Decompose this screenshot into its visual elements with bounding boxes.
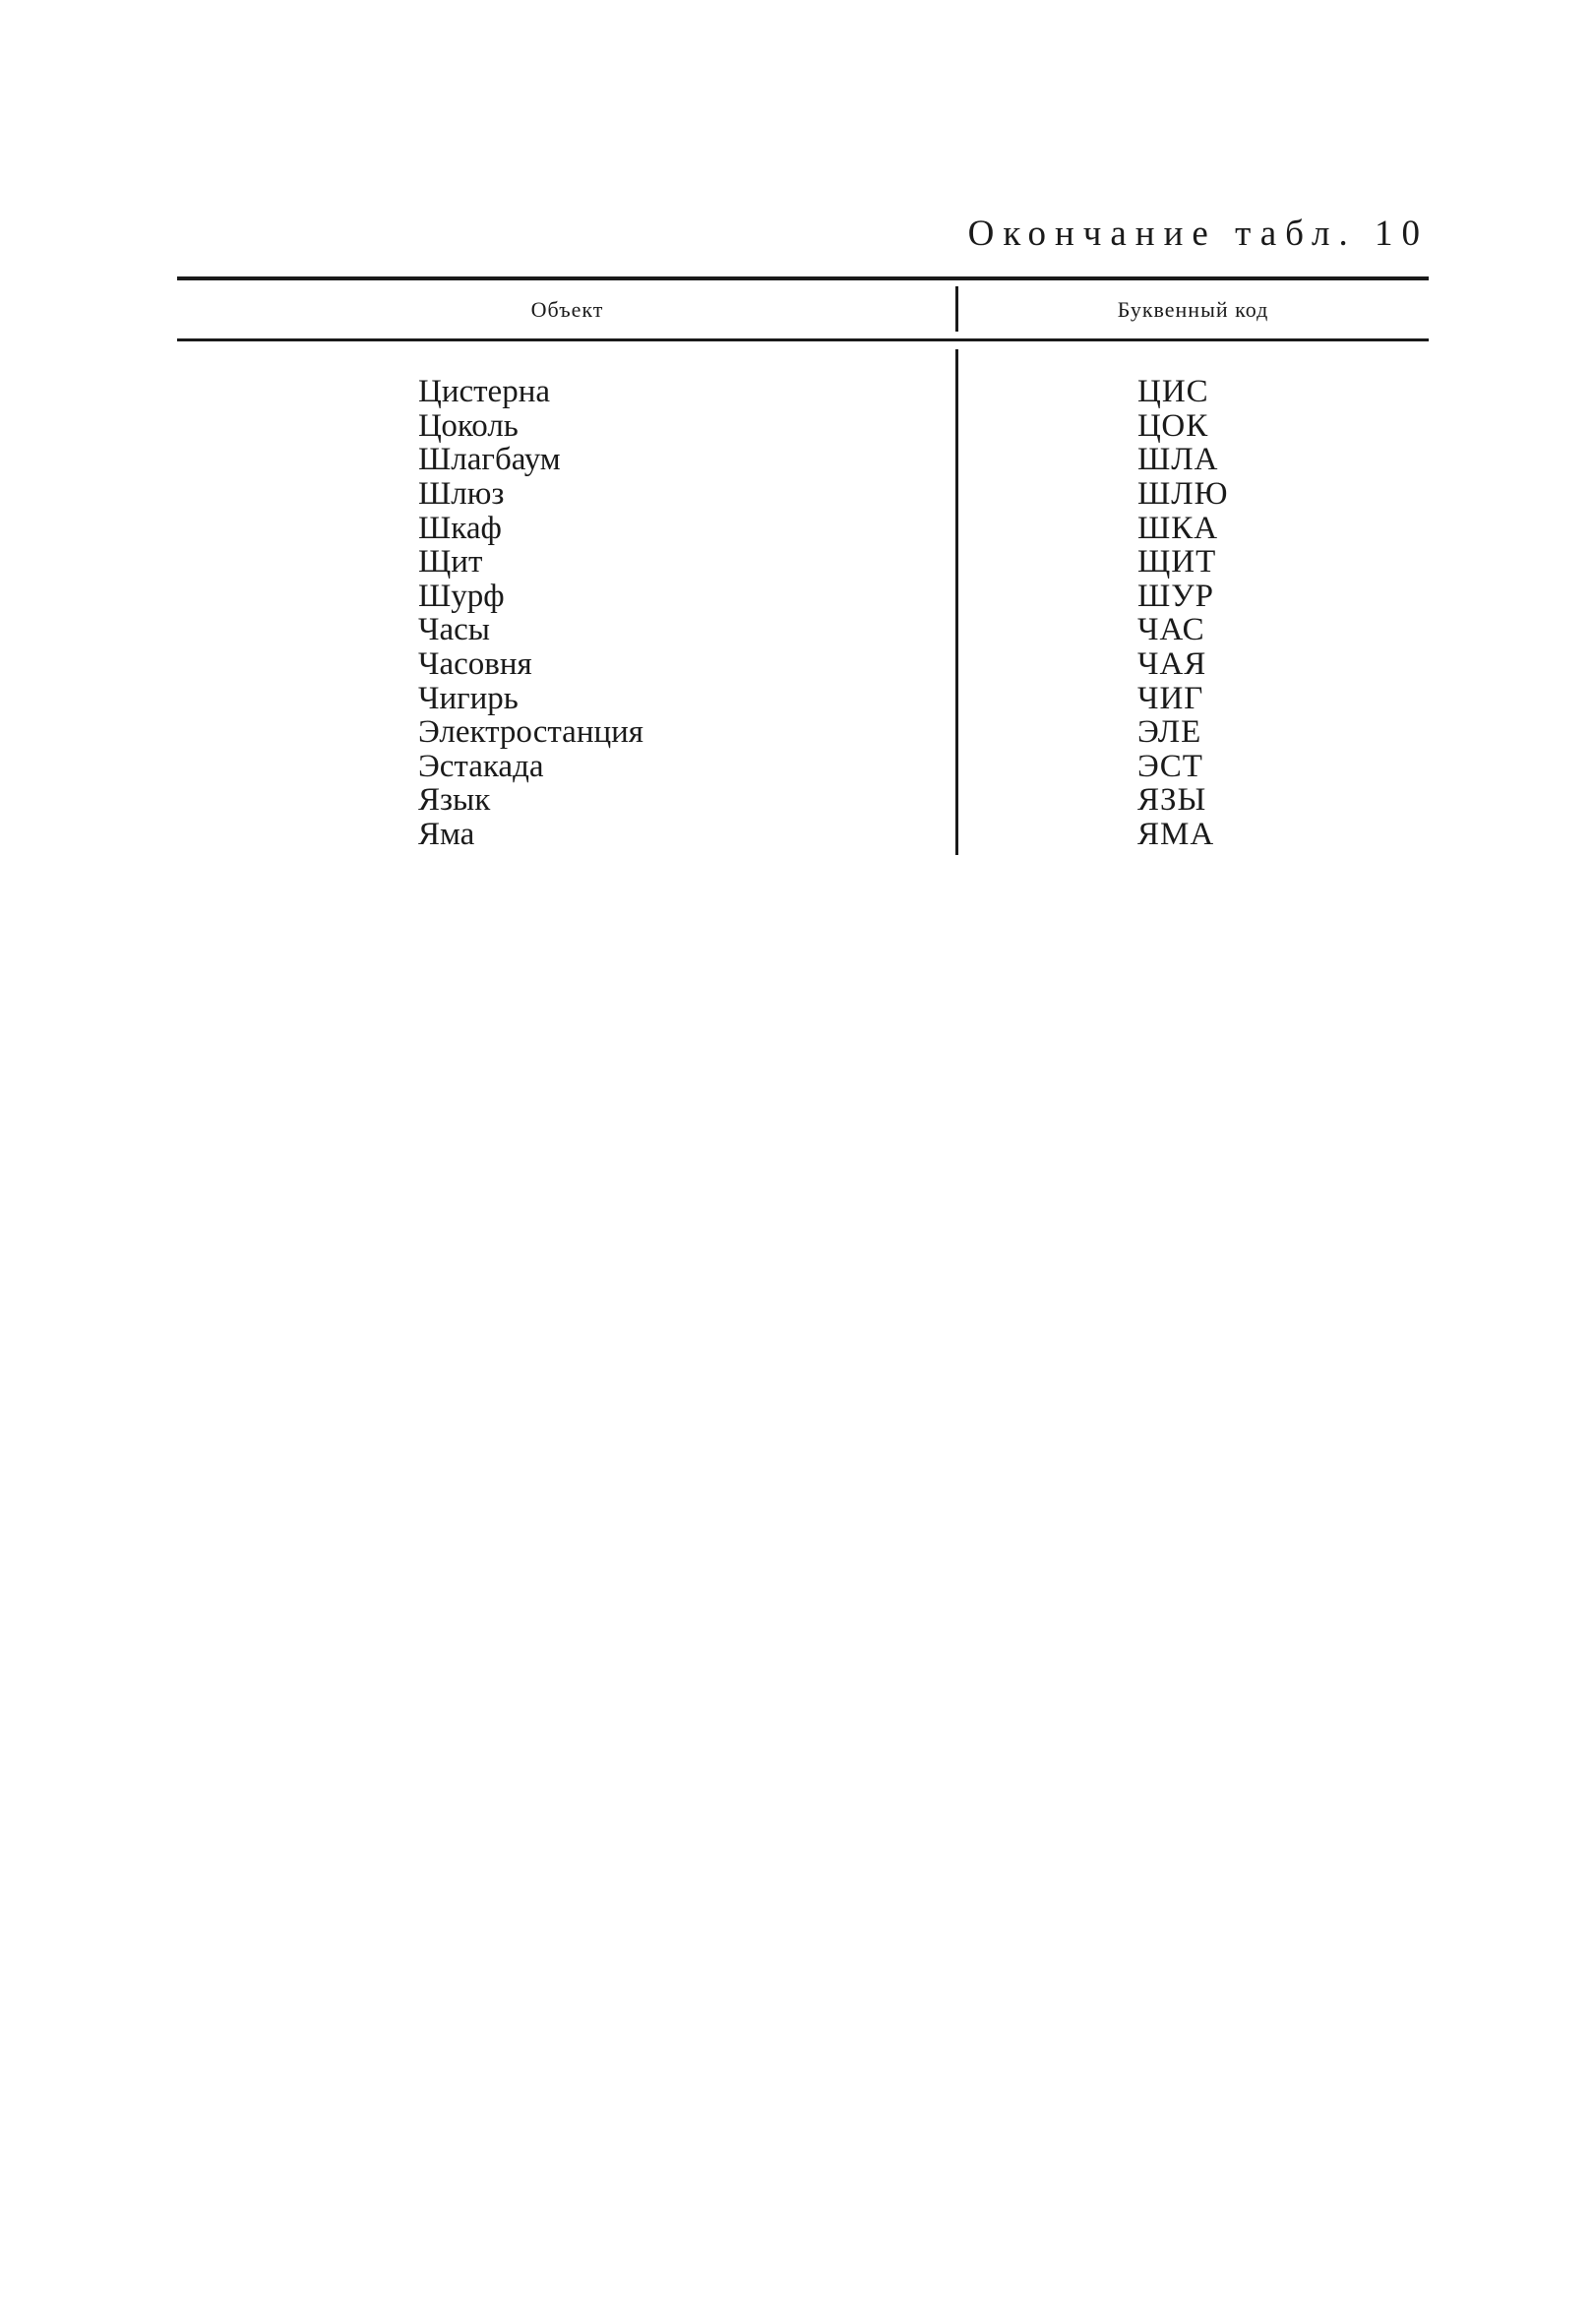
table-row: [177, 647, 1429, 682]
code-cell: ЦИС: [1137, 374, 1209, 410]
table-row: [177, 443, 1429, 477]
header-object: Объект: [530, 296, 604, 322]
code-cell: ЯМА: [1137, 817, 1215, 853]
table-row: [177, 545, 1429, 580]
object-cell: Язык: [418, 782, 491, 819]
table-row: [177, 375, 1429, 409]
object-cell: Чигирь: [418, 680, 519, 716]
code-cell: ЧАС: [1137, 612, 1205, 648]
table-row: [177, 613, 1429, 647]
table-row: [177, 409, 1429, 444]
header-code: Буквенный код: [1117, 296, 1269, 322]
table-row: [177, 818, 1429, 852]
object-cell: Шлагбаум: [418, 442, 561, 478]
object-cell: Цистерна: [418, 374, 551, 410]
code-cell: ЧАЯ: [1137, 646, 1207, 683]
table-row: [177, 580, 1429, 614]
code-cell: ШКА: [1137, 510, 1219, 546]
object-cell: Эстакада: [418, 748, 544, 784]
object-cell: Часовня: [418, 646, 532, 683]
table-row: [177, 750, 1429, 784]
object-code-table: [177, 276, 1429, 855]
table-row: [177, 477, 1429, 512]
object-cell: Щит: [418, 544, 483, 581]
table-body: [177, 341, 1429, 855]
code-cell: ЭСТ: [1137, 748, 1203, 784]
code-cell: ЩИТ: [1137, 544, 1217, 581]
code-cell: ШЛА: [1137, 442, 1219, 478]
object-cell: Шурф: [418, 578, 505, 614]
header-column-divider: [955, 286, 958, 332]
table-header-row: [177, 280, 1429, 338]
code-cell: ЧИГ: [1137, 680, 1204, 716]
table-caption: Окончание табл. 10: [967, 214, 1429, 254]
body-column-divider: [955, 349, 958, 855]
code-cell: ЯЗЫ: [1137, 782, 1207, 819]
code-cell: ЦОК: [1137, 407, 1209, 444]
table-row: [177, 681, 1429, 715]
code-cell: ШЛЮ: [1137, 476, 1229, 513]
object-cell: Электростанция: [418, 714, 643, 751]
code-cell: ЭЛЕ: [1137, 714, 1202, 751]
object-cell: Цоколь: [418, 407, 519, 444]
code-cell: ШУР: [1137, 578, 1215, 614]
table-row: [177, 511, 1429, 545]
object-cell: Часы: [418, 612, 490, 648]
object-cell: Шлюз: [418, 476, 505, 513]
object-cell: Шкаф: [418, 510, 502, 546]
table-row: [177, 783, 1429, 818]
table-row: [177, 715, 1429, 750]
object-cell: Яма: [418, 817, 475, 853]
